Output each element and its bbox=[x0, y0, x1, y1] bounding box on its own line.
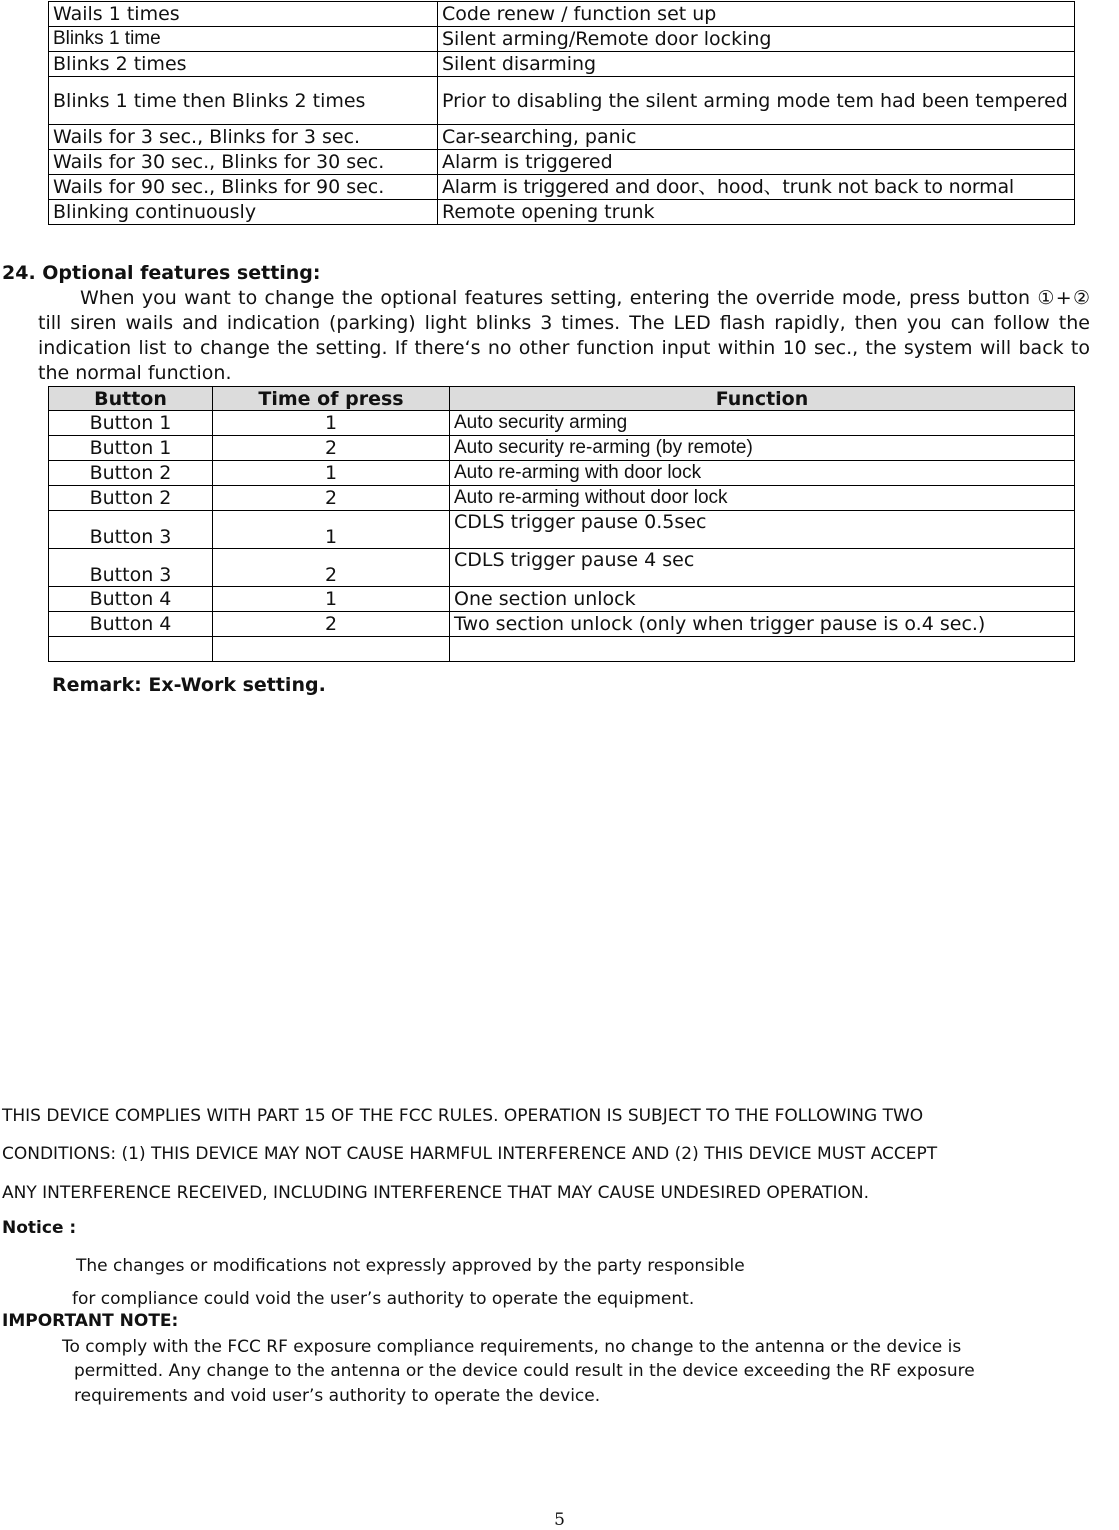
table-row bbox=[49, 175, 1075, 200]
meaning-cell: Car-searching, panic bbox=[438, 125, 1075, 150]
indication-cell: Wails 1 times bbox=[49, 2, 438, 27]
notice-line-2: for compliance could void the user’s authority to operate the equipment. bbox=[72, 1289, 695, 1309]
fcc-line-1: THIS DEVICE COMPLIES WITH PART 15 OF THE FCC RULES. OPERATION IS SUBJECT TO THE FOLLOWING TWO bbox=[2, 1106, 924, 1126]
times-cell: 1 bbox=[213, 411, 450, 436]
times-cell: 2 bbox=[213, 549, 450, 587]
empty-cell bbox=[450, 637, 1075, 662]
button-cell: Button 4 bbox=[49, 587, 213, 612]
table-row bbox=[49, 511, 1075, 549]
fcc-line-2: CONDITIONS: (1) THIS DEVICE MAY NOT CAUSE HARMFUL INTERFERENCE AND (2) THIS DEVICE MUST ACCEPT bbox=[2, 1144, 938, 1164]
column-header-button: Button bbox=[49, 387, 213, 411]
table-row bbox=[49, 436, 1075, 461]
notice-line-1: The changes or modifications not expressly approved by the party responsible bbox=[76, 1256, 745, 1276]
table-header-row bbox=[49, 387, 1075, 411]
times-cell: 2 bbox=[213, 436, 450, 461]
column-header-function: Function bbox=[450, 387, 1075, 411]
function-cell: Auto re-arming with door lock bbox=[450, 461, 1075, 486]
important-line-3: requirements and void user’s authority to operate the device. bbox=[74, 1386, 601, 1406]
function-cell: CDLS trigger pause 0.5sec bbox=[450, 511, 1075, 549]
button-cell: Button 4 bbox=[49, 612, 213, 637]
times-cell: 1 bbox=[213, 511, 450, 549]
function-cell: One section unlock bbox=[450, 587, 1075, 612]
times-cell: 1 bbox=[213, 587, 450, 612]
empty-cell bbox=[213, 637, 450, 662]
table-row-empty bbox=[49, 637, 1075, 662]
meaning-cell: Silent arming/Remote door locking bbox=[438, 27, 1075, 52]
important-line-2: permitted. Any change to the antenna or the device could result in the device exceeding the RF exposure bbox=[74, 1361, 975, 1381]
table-row bbox=[49, 77, 1075, 125]
table-row bbox=[49, 200, 1075, 225]
table-row bbox=[49, 2, 1075, 27]
paragraph-text: When you want to change the optional features setting, entering the override mode, press button ①+② till siren wails and indication (parking) light blinks 3 times. The LED flash rapidly, then you can follow the indication list to change the setting. If there‘s no other function input within 10 sec., the system will back to the normal function. bbox=[38, 287, 1090, 384]
indication-cell: Wails for 30 sec., Blinks for 30 sec. bbox=[49, 150, 438, 175]
important-note-title: IMPORTANT NOTE: bbox=[2, 1311, 179, 1331]
button-cell: Button 2 bbox=[49, 461, 213, 486]
button-cell: Button 1 bbox=[49, 436, 213, 461]
page-number: 5 bbox=[554, 1510, 565, 1530]
times-cell: 2 bbox=[213, 612, 450, 637]
table-row bbox=[49, 150, 1075, 175]
function-cell: Auto re-arming without door lock bbox=[450, 486, 1075, 511]
table-row bbox=[49, 486, 1075, 511]
section-paragraph bbox=[38, 286, 1090, 386]
function-cell: Auto security arming bbox=[450, 411, 1075, 436]
section-heading: 24. Optional features setting: bbox=[2, 262, 321, 284]
notice-title: Notice : bbox=[2, 1218, 77, 1238]
table-row bbox=[49, 461, 1075, 486]
indication-cell: Blinks 2 times bbox=[49, 52, 438, 77]
empty-cell bbox=[49, 637, 213, 662]
meaning-cell: Remote opening trunk bbox=[438, 200, 1075, 225]
table-row bbox=[49, 52, 1075, 77]
table-row bbox=[49, 411, 1075, 436]
important-line-1: To comply with the FCC RF exposure compliance requirements, no change to the antenna or the device is bbox=[62, 1337, 962, 1357]
optional-features-table bbox=[48, 386, 1075, 662]
indication-cell: Blinks 1 time then Blinks 2 times bbox=[49, 77, 438, 125]
times-cell: 2 bbox=[213, 486, 450, 511]
column-header-time: Time of press bbox=[213, 387, 450, 411]
button-cell: Button 3 bbox=[49, 549, 213, 587]
function-cell: Auto security re-arming (by remote) bbox=[450, 436, 1075, 461]
table-row bbox=[49, 27, 1075, 52]
table-row bbox=[49, 125, 1075, 150]
function-cell: Two section unlock (only when trigger pause is o.4 sec.) bbox=[450, 612, 1075, 637]
button-cell: Button 3 bbox=[49, 511, 213, 549]
table-row bbox=[49, 587, 1075, 612]
times-cell: 1 bbox=[213, 461, 450, 486]
remark: Remark: Ex-Work setting. bbox=[52, 674, 326, 696]
function-cell: CDLS trigger pause 4 sec bbox=[450, 549, 1075, 587]
meaning-cell: Code renew / function set up bbox=[438, 2, 1075, 27]
status-indication-table bbox=[48, 1, 1075, 225]
indication-cell: Wails for 90 sec., Blinks for 90 sec. bbox=[49, 175, 438, 200]
meaning-cell: Silent disarming bbox=[438, 52, 1075, 77]
button-cell: Button 2 bbox=[49, 486, 213, 511]
table-row bbox=[49, 612, 1075, 637]
meaning-cell: Alarm is triggered and door、hood、trunk not back to normal bbox=[438, 175, 1075, 200]
indication-cell: Blinks 1 time bbox=[49, 27, 438, 52]
meaning-cell: Prior to disabling the silent arming mode tem had been tempered bbox=[438, 77, 1075, 125]
button-cell: Button 1 bbox=[49, 411, 213, 436]
table-row bbox=[49, 549, 1075, 587]
fcc-line-3: ANY INTERFERENCE RECEIVED, INCLUDING INTERFERENCE THAT MAY CAUSE UNDESIRED OPERATION. bbox=[2, 1183, 870, 1203]
indication-cell: Wails for 3 sec., Blinks for 3 sec. bbox=[49, 125, 438, 150]
meaning-cell: Alarm is triggered bbox=[438, 150, 1075, 175]
indication-cell: Blinking continuously bbox=[49, 200, 438, 225]
